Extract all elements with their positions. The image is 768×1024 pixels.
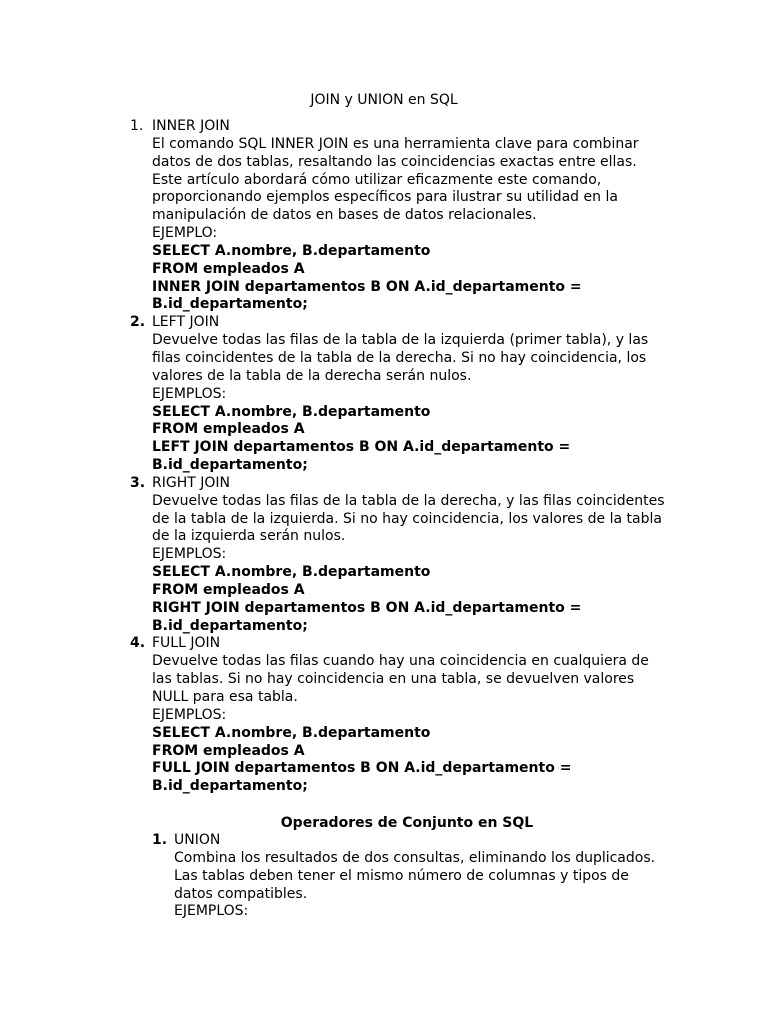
description-line: datos compatibles. [174, 885, 308, 902]
code-line: FULL JOIN departamentos B ON A.id_departamento = [152, 760, 572, 777]
join-list [0, 118, 768, 796]
page-title: JOIN y UNION en SQL [310, 92, 458, 108]
item-heading: UNION [174, 832, 221, 848]
code-line: SELECT A.nombre, B.departamento [152, 564, 431, 581]
description-line: proporcionando ejemplos específicos para ilustrar su utilidad en la [152, 189, 618, 206]
list-item-right-join [0, 474, 665, 636]
description-line: NULL para esa tabla. [152, 689, 298, 705]
description-line: Las tablas deben tener el mismo número de columnas y tipos de [174, 867, 629, 884]
item-heading: LEFT JOIN [152, 314, 220, 331]
list-number: 3. [130, 474, 146, 491]
description-line: manipulación de datos en bases de datos relacionales. [152, 207, 537, 224]
code-line: B.id_departamento; [152, 617, 308, 634]
description-line: Devuelve todas las filas cuando hay una coincidencia en cualquiera de [152, 653, 649, 670]
description-line: Devuelve todas las filas de la tabla de la derecha, y las filas coincidentes [152, 492, 665, 509]
list-number: 2. [130, 314, 146, 331]
list-item-full-join [0, 635, 662, 796]
code-line: INNER JOIN departamentos B ON A.id_departamento = [152, 278, 582, 295]
code-line: FROM empleados A [152, 742, 305, 759]
code-line: B.id_departamento; [152, 778, 308, 795]
item-heading: FULL JOIN [152, 635, 221, 652]
list-item-left-join [0, 314, 662, 475]
item-heading: INNER JOIN [152, 118, 230, 134]
code-line: FROM empleados A [152, 581, 305, 598]
code-line: B.id_departamento; [152, 296, 308, 313]
list-item-union [0, 832, 664, 921]
example-label: EJEMPLOS: [152, 546, 227, 563]
description-line: de la izquierda serán nulos. [152, 528, 346, 545]
set-operators-list [0, 832, 768, 921]
description-line: Este artículo abordará cómo utilizar eficazmente este comando, [152, 171, 602, 188]
section-title: Operadores de Conjunto en SQL [280, 815, 534, 831]
code-line: B.id_departamento; [152, 457, 308, 474]
example-label: EJEMPLOS: [152, 706, 227, 723]
description-line: las tablas. Si no hay coincidencia en una tabla, se devuelven valores [152, 671, 635, 688]
code-line: SELECT A.nombre, B.departamento [152, 403, 431, 420]
description-line: datos de dos tablas, resaltando las coincidencias exactas entre ellas. [152, 153, 637, 170]
list-number: 1. [152, 832, 168, 848]
code-line: SELECT A.nombre, B.departamento [152, 242, 431, 259]
code-line: LEFT JOIN departamentos B ON A.id_departamento = [152, 439, 571, 456]
description-line: de la tabla de la izquierda. Si no hay coincidencia, los valores de la tabla [152, 510, 662, 527]
code-line: SELECT A.nombre, B.departamento [152, 724, 431, 741]
description-line: El comando SQL INNER JOIN es una herramienta clave para combinar [152, 135, 639, 152]
code-line: RIGHT JOIN departamentos B ON A.id_departamento = [152, 599, 582, 616]
list-number: 4. [130, 635, 146, 652]
list-item-inner-join [0, 118, 662, 314]
description-line: filas coincidentes de la tabla de la derecha. Si no hay coincidencia, los [152, 349, 647, 366]
code-line: FROM empleados A [152, 421, 305, 438]
example-label: EJEMPLOS: [152, 385, 227, 402]
item-heading: RIGHT JOIN [152, 474, 230, 491]
code-line: FROM empleados A [152, 260, 305, 277]
example-label: EJEMPLO: [152, 225, 218, 242]
description-line: Combina los resultados de dos consultas, eliminando los duplicados. [174, 849, 656, 866]
description-line: Devuelve todas las filas de la tabla de la izquierda (primer tabla), y las [152, 332, 649, 349]
description-line: valores de la tabla de la derecha serán nulos. [152, 367, 472, 384]
example-label: EJEMPLOS: [174, 903, 249, 920]
list-number: 1. [130, 118, 144, 134]
